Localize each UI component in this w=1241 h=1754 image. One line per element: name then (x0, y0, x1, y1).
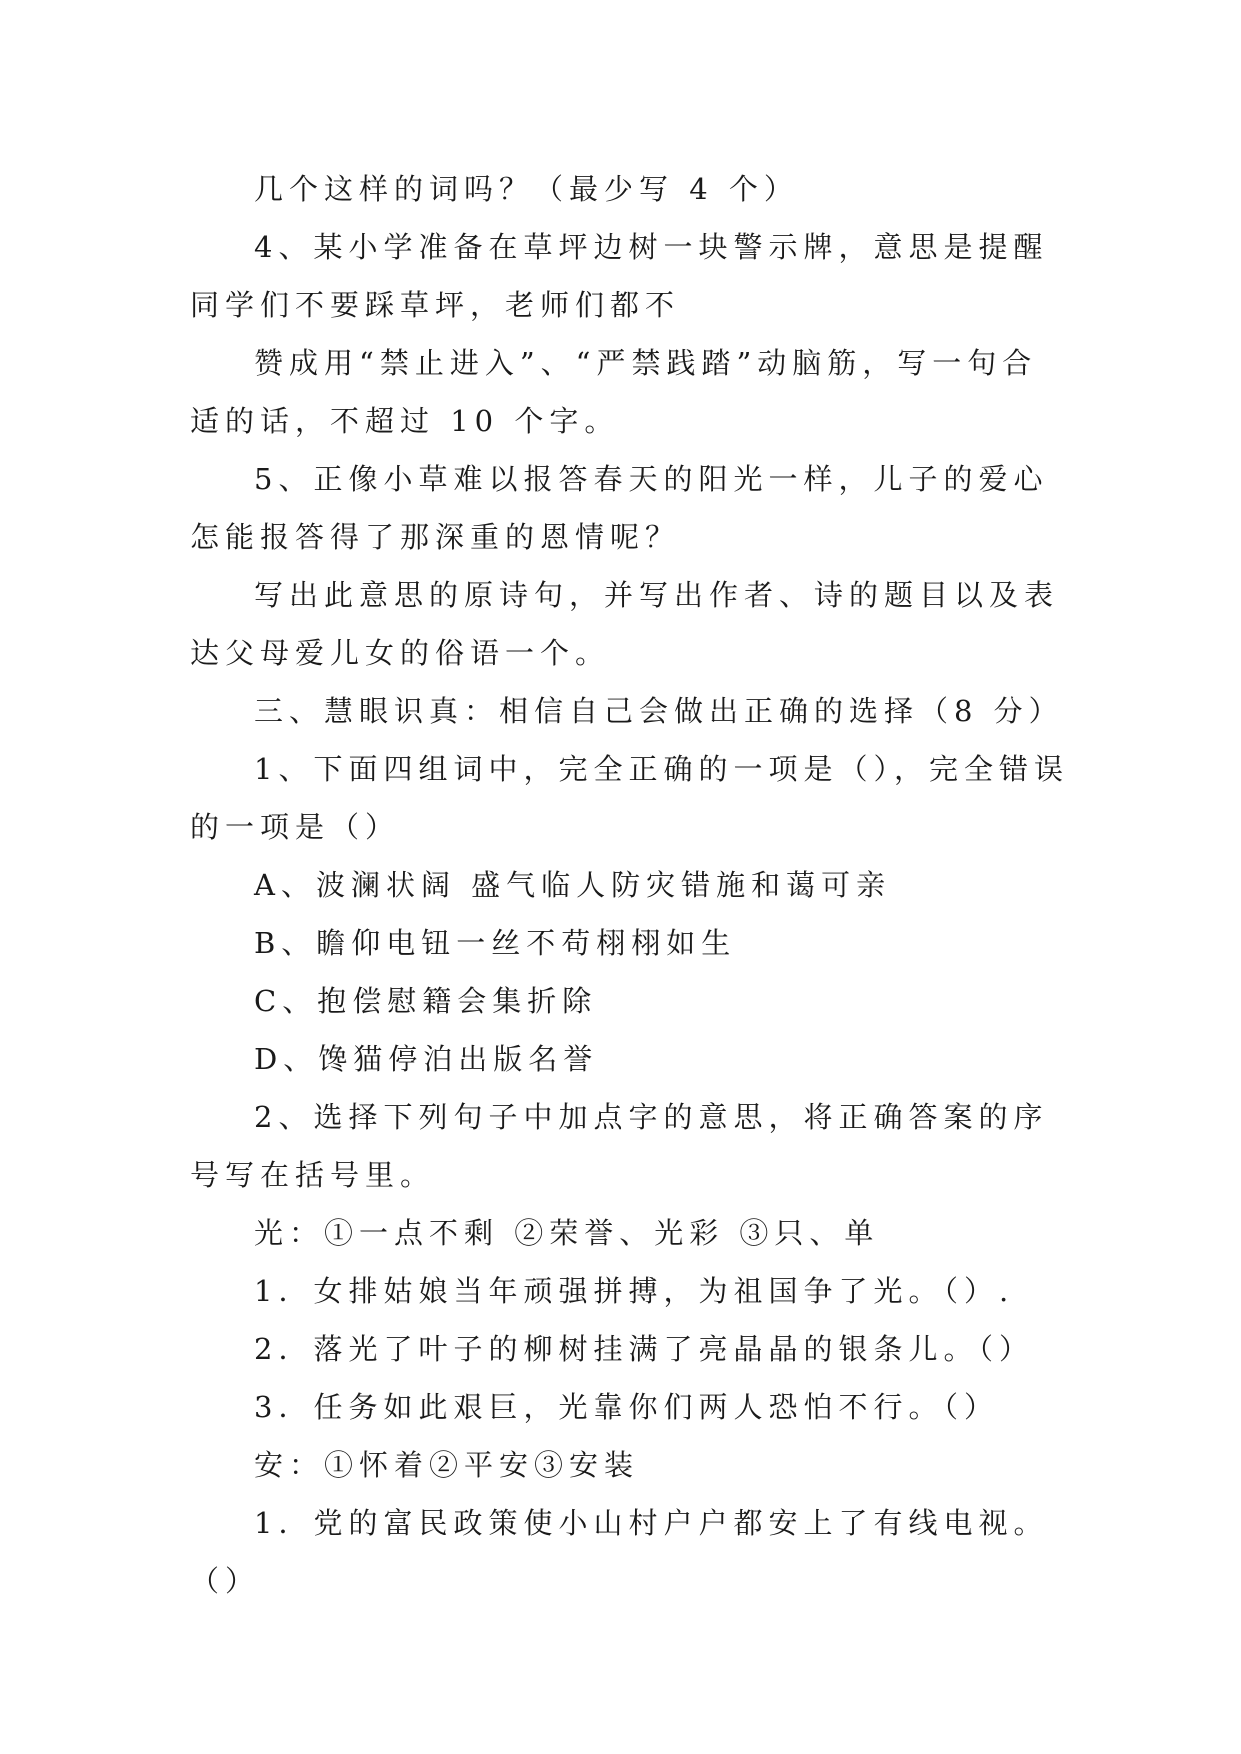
answer-option: A、波澜状阔 盛气临人防灾错施和蔼可亲 (254, 868, 892, 902)
paragraph: 写出此意思的原诗句，并写出作者、诗的题目以及表达父母爱儿女的俗语一个。 (190, 578, 1060, 670)
question: 2、选择下列句子中加点字的意思，将正确答案的序号写在括号里。 (190, 1100, 1049, 1192)
sentence-item: 1．党的富民政策使小山村户户都安上了有线电视。（） (190, 1506, 1049, 1598)
meaning-choices: 安：①怀着②平安③安装 (254, 1448, 640, 1482)
answer-option: D、馋猫停泊出版名誉 (254, 1042, 599, 1076)
paragraph: 5、正像小草难以报答春天的阳光一样，儿子的爱心怎能报答得了那深重的恩情呢？ (190, 462, 1049, 554)
sentence-item: 1．女排姑娘当年顽强拼搏，为祖国争了光。（）. (254, 1274, 1015, 1308)
section-heading: 三、慧眼识真：相信自己会做出正确的选择（8 分） (254, 694, 1064, 728)
question: 1、下面四组词中，完全正确的一项是（），完全错误的一项是（） (190, 752, 1069, 844)
paragraph: 赞成用“禁止进入”、“严禁践踏”动脑筋，写一句合适的话，不超过 10 个字。 (190, 346, 1038, 438)
document-body (190, 160, 1070, 1610)
paragraph: 4、某小学准备在草坪边树一块警示牌，意思是提醒同学们不要踩草坪，老师们都不 (190, 230, 1049, 322)
answer-option: B、瞻仰电钮一丝不苟栩栩如生 (254, 926, 737, 960)
sentence-item: 3．任务如此艰巨，光靠你们两人恐怕不行。（） (254, 1390, 999, 1424)
sentence-item: 2．落光了叶子的柳树挂满了亮晶晶的银条儿。（） (254, 1332, 1034, 1366)
answer-option: C、抱偿慰籍会集折除 (254, 984, 598, 1018)
paragraph: 几个这样的词吗？（最少写 4 个） (254, 172, 799, 206)
meaning-choices: 光：①一点不剩 ②荣誉、光彩 ③只、单 (254, 1216, 880, 1250)
